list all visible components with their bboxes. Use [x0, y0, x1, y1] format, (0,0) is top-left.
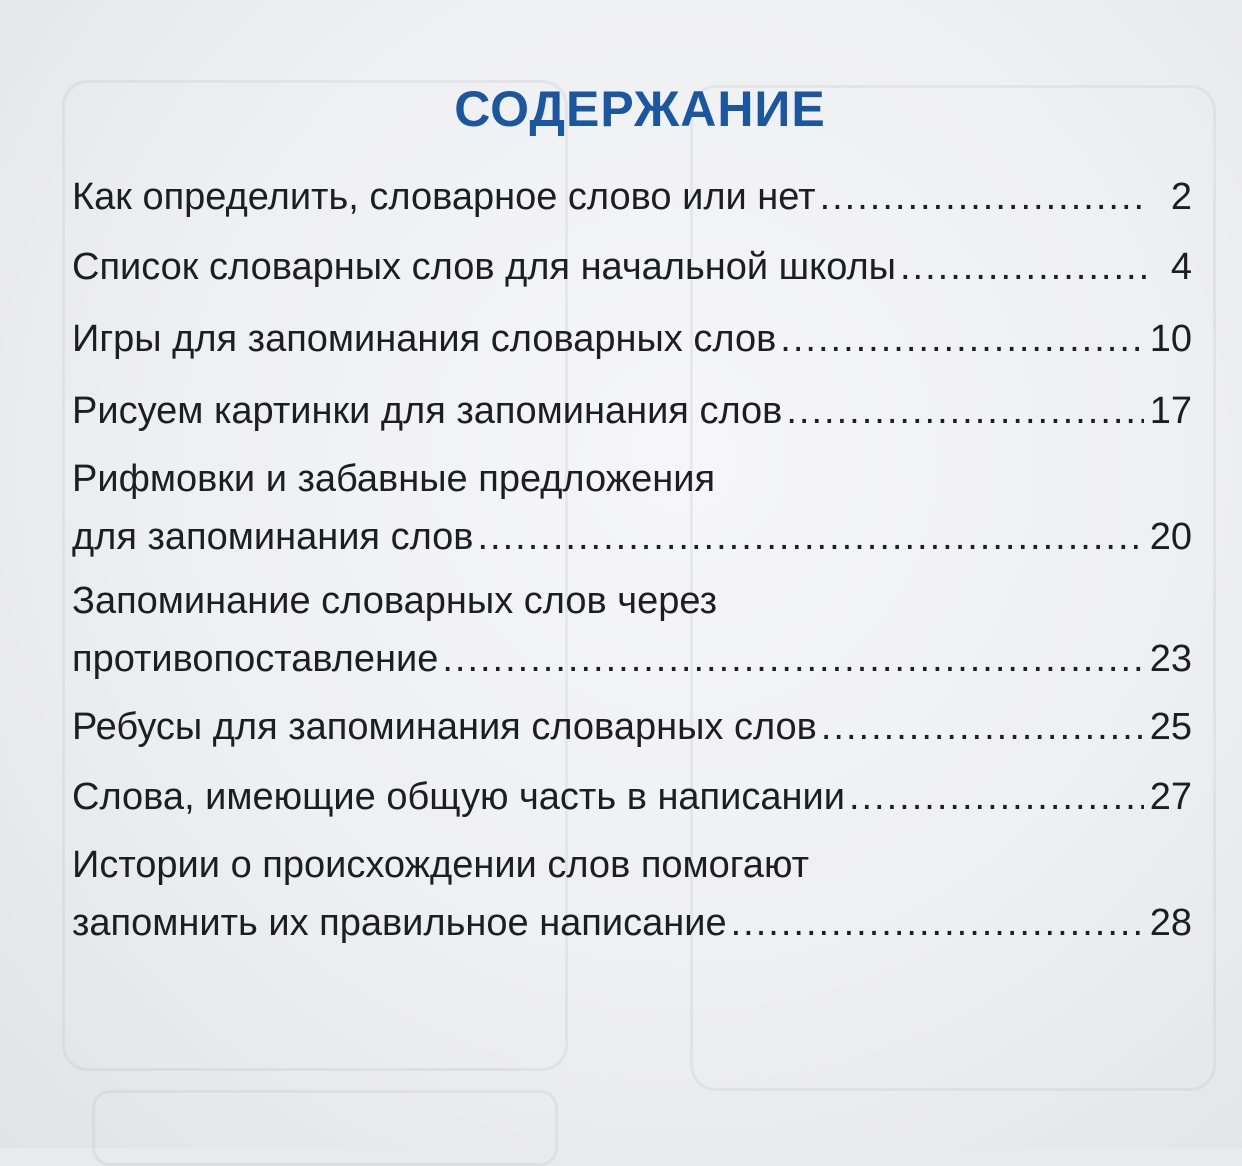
- toc-entry-title-line1: Запоминание словарных слов через: [72, 580, 718, 622]
- toc-entry-title: Слова, имеющие общую часть в написании: [72, 776, 845, 818]
- contents-heading: СОДЕРЖАНИЕ: [454, 81, 826, 137]
- toc-entry: [72, 238, 1192, 296]
- toc-entry-title-line2: запомнить их правильное написание: [72, 902, 727, 944]
- toc-entry-title-line2: для запоминания слов: [72, 516, 474, 558]
- toc-entry-title: Рисуем картинки для запоминания слов: [72, 390, 783, 432]
- toc-entry: [72, 698, 1192, 756]
- toc-entry-title-line2: противопоставление: [72, 638, 439, 680]
- toc-entry-title: Как определить, словарное слово или нет: [72, 176, 816, 218]
- bleed-through-frame-bottom: [92, 1090, 558, 1166]
- toc-entry-title-line1: Истории о происхождении слов помогают: [72, 844, 810, 886]
- dot-leader: [900, 238, 1146, 296]
- toc-entry: [72, 572, 1192, 688]
- toc-page-number: 23: [1149, 638, 1192, 680]
- toc-page-number: 28: [1149, 902, 1192, 944]
- toc-page-number: 4: [1170, 246, 1192, 288]
- toc-page-number: 20: [1149, 516, 1192, 558]
- toc-entry: [72, 836, 1192, 952]
- toc-entry-title: Ребусы для запоминания словарных слов: [72, 706, 817, 748]
- dot-leader: [442, 630, 1143, 688]
- dot-leader: [731, 894, 1144, 952]
- toc-entry: [72, 768, 1192, 826]
- toc-page-number: 17: [1149, 390, 1192, 432]
- toc-entry: [72, 382, 1192, 440]
- toc-entry: [72, 310, 1192, 368]
- toc-entry: [72, 450, 1192, 566]
- dot-leader: [478, 508, 1144, 566]
- dot-leader: [821, 698, 1144, 756]
- dot-leader: [820, 168, 1146, 226]
- dot-leader: [780, 310, 1143, 368]
- toc-entry: [72, 168, 1192, 226]
- toc-page-number: 25: [1149, 706, 1192, 748]
- toc-entry-title: Список словарных слов для начальной школы: [72, 246, 896, 288]
- dot-leader: [786, 382, 1143, 440]
- toc-page-number: 10: [1149, 318, 1192, 360]
- toc-entry-title: Игры для запоминания словарных слов: [72, 318, 777, 360]
- dot-leader: [849, 768, 1144, 826]
- toc-entry-title-line1: Рифмовки и забавные предложения: [72, 458, 716, 500]
- toc-page-number: 27: [1149, 776, 1192, 818]
- toc-page-number: 2: [1170, 176, 1192, 218]
